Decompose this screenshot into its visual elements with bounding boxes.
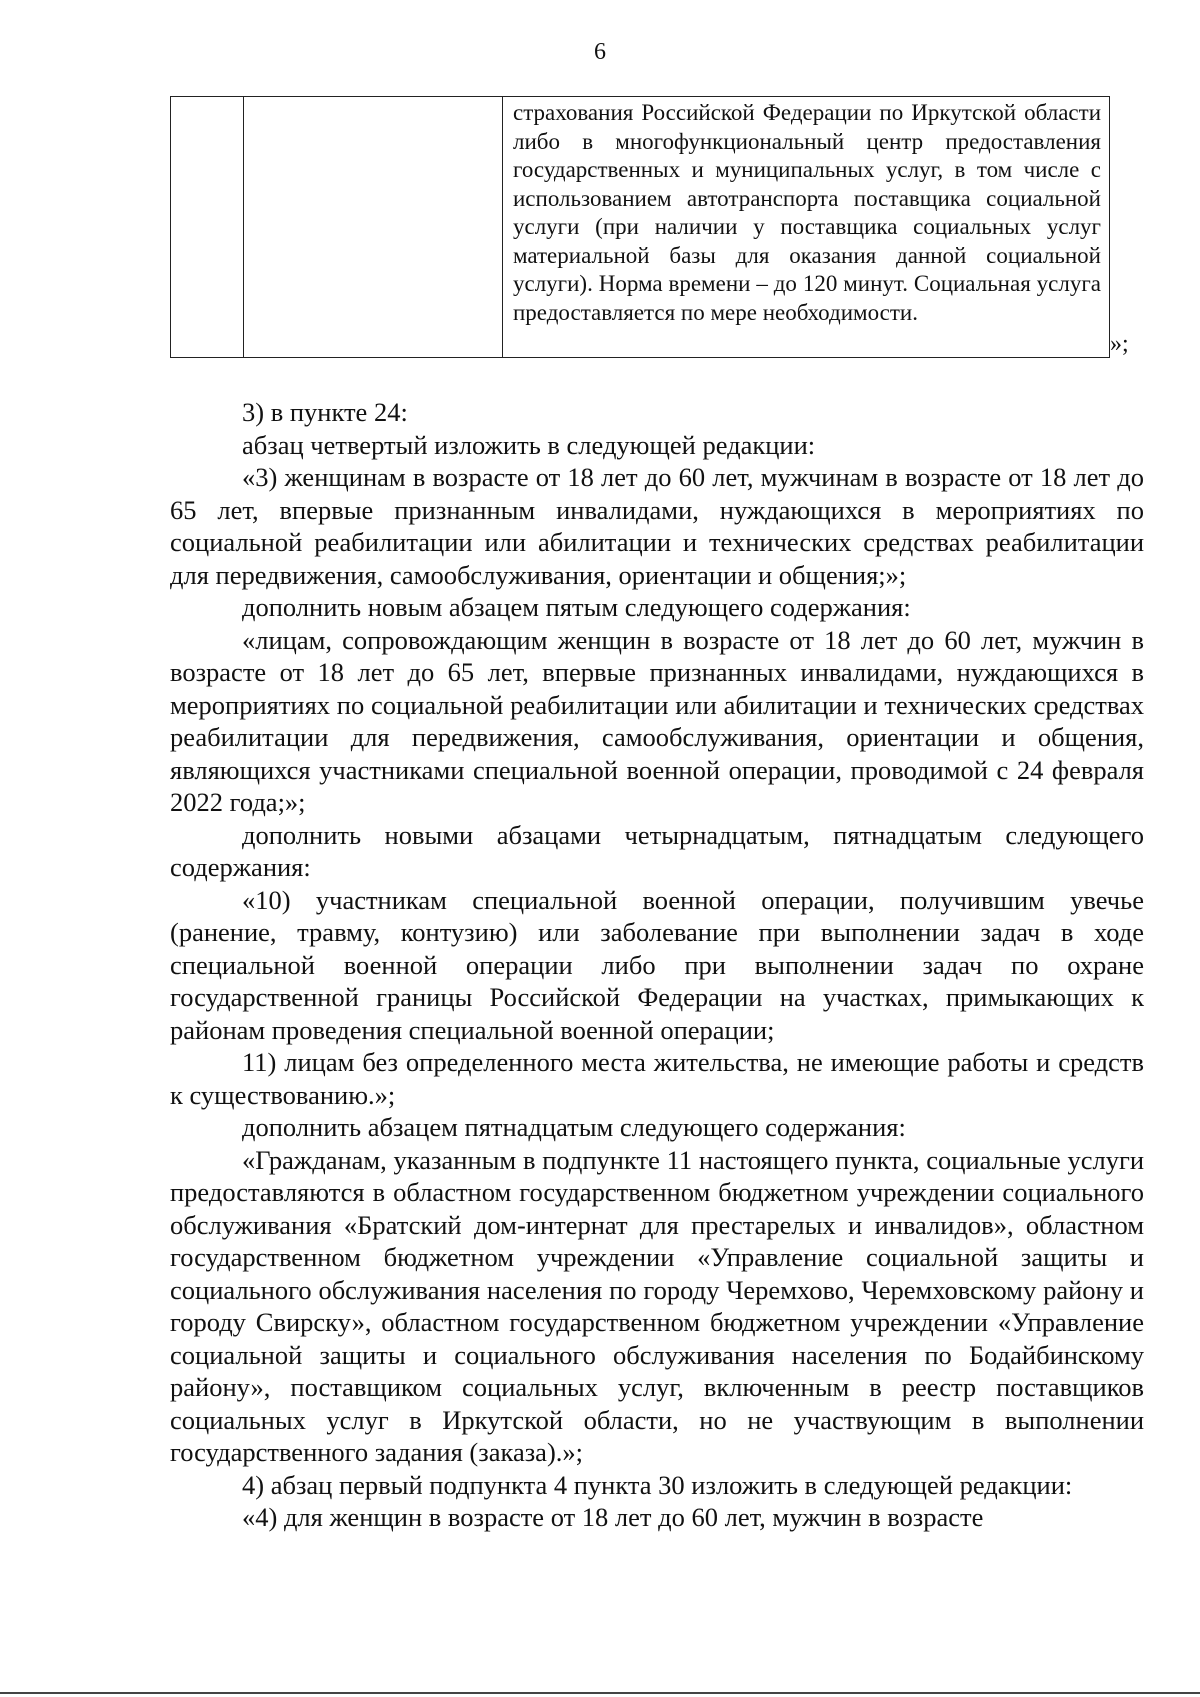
table-cell-description xyxy=(503,97,1110,358)
paragraph-instruction: абзац четвертый изложить в следующей редакции: xyxy=(242,429,816,460)
page-bottom-edge xyxy=(0,1692,1200,1694)
paragraph-instruction: дополнить новыми абзацами четырнадцатым, пятнадцатым следующего содержания: xyxy=(170,819,1144,882)
table-close-quote: »; xyxy=(1110,331,1129,357)
table-row xyxy=(171,97,1110,358)
paragraph-quote: «10) участникам специальной военной операции, получившим увечье (ранение, травму, контузию) или заболевание при выполнении задач в ходе специальной военной операции либо при выполнении задач по охране государственной границы Российской Федерации на участках, примыкающих к районам проведения специальной военной операции; xyxy=(170,884,1144,1045)
paragraph-quote: «лицам, сопровождающим женщин в возрасте от 18 лет до 60 лет, мужчин в возрасте от 18 лет до 65 лет, впервые признанных инвалидами, нуждающихся в мероприятиях по социальной реабилитации или абилитации и технических средствах реабилитации для передвижения, самообслуживания, ориентации и общения, являющихся участниками специальной военной операции, проводимой с 24 февраля 2022 года;»; xyxy=(170,624,1144,817)
paragraph-item-4: 4) абзац первый подпункта 4 пункта 30 изложить в следующей редакции: xyxy=(242,1469,1073,1500)
table-cell-service xyxy=(244,97,503,358)
paragraph-quote: «3) женщинам в возрасте от 18 лет до 60 лет, мужчинам в возрасте от 18 лет до 65 лет, впервые признанным инвалидами, нуждающихся в мероприятиях по социальной реабилитации или абилитации и технических средствах реабилитации для передвижения, самообслуживания, ориентации и общения;»; xyxy=(170,462,1144,590)
paragraph-quote: 11) лицам без определенного места жительства, не имеющие работы и средств к существованию.»; xyxy=(170,1047,1144,1110)
paragraph-item-3: 3) в пункте 24: xyxy=(242,397,408,427)
table-cell-text: страхования Российской Федерации по Иркутской области либо в многофункциональный центр предоставления государственных и муниципальных услуг, в том числе с использованием автотранспорта поставщика социальной услуги (при наличии у поставщика социальных услуг материальной базы для оказания данной социальной услуги). Норма времени – до 120 минут. Социальная услуга предоставляется по мере необходимости. xyxy=(513,100,1101,325)
document-body xyxy=(170,396,1144,1534)
paragraph-quote: «Гражданам, указанным в подпункте 11 настоящего пункта, социальные услуги предоставляются в областном государственном бюджетном учреждении социального обслуживания «Братский дом-интернат для престарелых и инвалидов», областном государственном бюджетном учреждении «Управление социальной защиты и социального обслуживания населения по городу Черемхово, Черемховскому району и городу Свирску», областном государственном бюджетном учреждении «Управление социальной защиты и социального обслуживания населения по Бодайбинскому району», поставщиком социальных услуг, включенным в реестр поставщиков социальных услуг в Иркутской области, но не участвующим в выполнении государственного задания (заказа).»; xyxy=(170,1144,1144,1467)
paragraph-instruction: дополнить абзацем пятнадцатым следующего содержания: xyxy=(242,1112,906,1142)
table-cell-number xyxy=(171,97,244,358)
paragraph-quote: «4) для женщин в возрасте от 18 лет до 60 лет, мужчин в возрасте xyxy=(242,1502,984,1532)
paragraph-instruction: дополнить новым абзацем пятым следующего содержания: xyxy=(242,592,911,622)
continued-table xyxy=(170,96,1110,358)
page-number: 6 xyxy=(594,39,606,65)
